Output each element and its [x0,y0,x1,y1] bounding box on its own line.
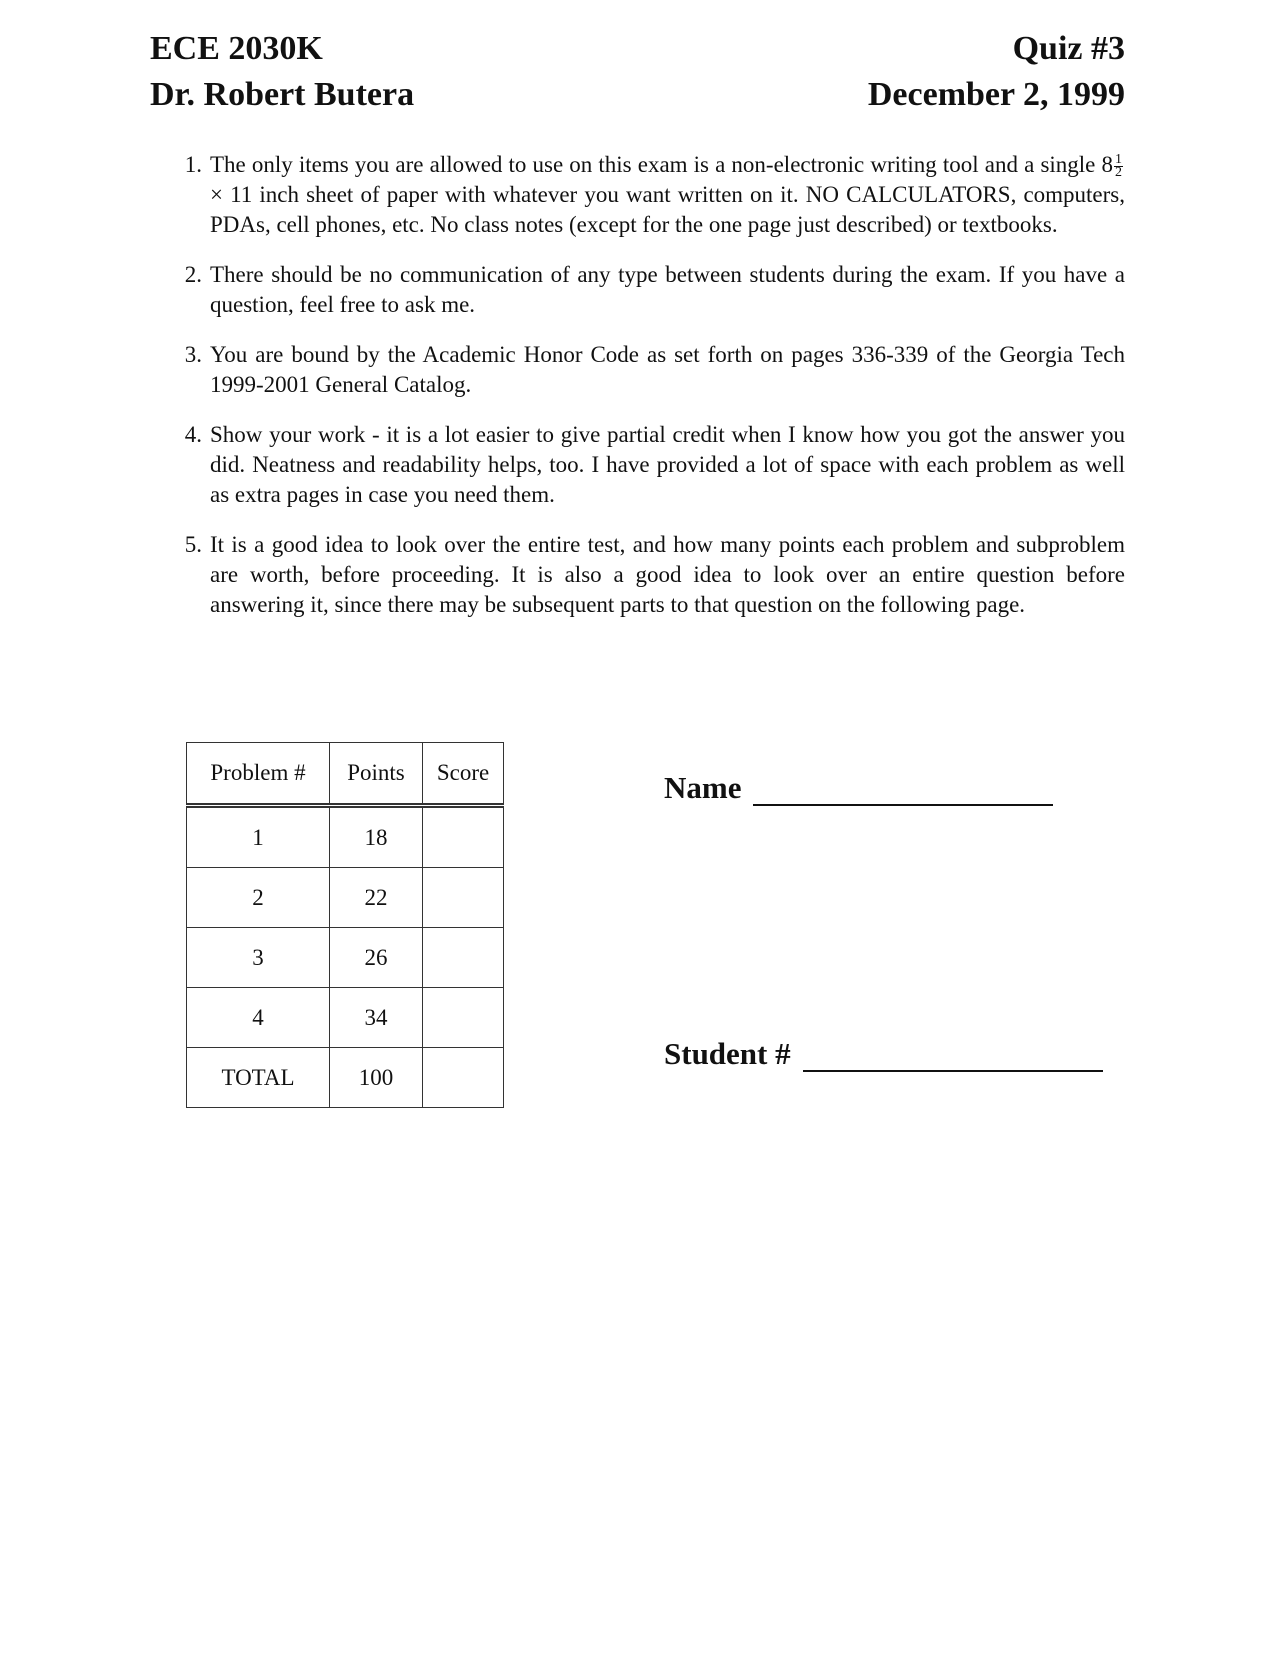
table-row [187,806,504,868]
item-number: 1. [184,152,202,177]
table-row [187,988,504,1048]
table-row [187,868,504,928]
table-header-row [187,743,504,806]
quiz-date: December 2, 1999 [867,76,1125,113]
list-item [170,340,1125,400]
item-number: 2. [184,262,202,287]
points-cell: 26 [330,928,423,988]
header-points: Points [330,743,423,806]
item-text: You are bound by the Academic Honor Code as set forth on pages 336-339 of the Georgia Tech 1999-2001 General Catalog. [210,342,1125,397]
list-item [170,420,1125,510]
student-number-field [664,1036,1103,1072]
item-text: The only items you are allowed to use on this exam is a non-electronic writing tool and a single 8 $\frac{1}{2}$ × 11 inch sheet of paper with whatever you want written on it. NO CALCULATORS, computers, PDAs, cell phones, etc. No class notes (except for the one page just described) or textbooks. [210,152,1125,237]
course-title: ECE 2030K [150,30,323,67]
problem-cell: TOTAL [187,1048,330,1108]
student-number-label: Student # [664,1036,791,1071]
item-text: Show your work - it is a lot easier to give partial credit when I know how you got the answer you did. Neatness and readability helps, too. I have provided a lot of space with each problem as well as extra pages in case you need them. [210,422,1125,507]
name-field [664,770,1053,806]
score-cell[interactable] [423,988,504,1048]
score-cell[interactable] [423,868,504,928]
quiz-title: Quiz #3 [1012,30,1125,67]
fraction: $\frac{1}{2}$ [1115,152,1122,181]
score-cell[interactable] [423,1048,504,1108]
list-item [170,530,1125,620]
item-number: 3. [184,342,202,367]
header-problem: Problem # [187,743,330,806]
student-number-blank-line[interactable] [803,1042,1103,1072]
header-score: Score [423,743,504,806]
table-row [187,1048,504,1108]
score-cell[interactable] [423,928,504,988]
item-number: 4. [184,422,202,447]
item-text: It is a good idea to look over the entire test, and how many points each problem and subproblem are worth, before proceeding. It is also a good idea to look over an entire question before answering it, since there may be subsequent parts to that question on the following page. [210,532,1125,617]
list-item [170,260,1125,320]
points-cell: 18 [330,806,423,868]
item-text: There should be no communication of any type between students during the exam. If you have a question, feel free to ask me. [210,262,1125,317]
points-cell: 34 [330,988,423,1048]
problem-cell: 2 [187,868,330,928]
problem-cell: 1 [187,806,330,868]
list-item [170,150,1125,240]
name-blank-line[interactable] [753,776,1053,806]
name-label: Name [664,770,742,805]
table-row [187,928,504,988]
page-header [150,26,1125,118]
item-number: 5. [184,532,202,557]
header-row-2 [150,72,1125,118]
problem-cell: 4 [187,988,330,1048]
score-table [186,742,504,1108]
header-row-1 [150,26,1125,72]
points-cell: 22 [330,868,423,928]
score-cell[interactable] [423,806,504,868]
problem-cell: 3 [187,928,330,988]
points-cell: 100 [330,1048,423,1108]
instructor-name: Dr. Robert Butera [150,76,415,113]
instructions-list [170,150,1125,640]
